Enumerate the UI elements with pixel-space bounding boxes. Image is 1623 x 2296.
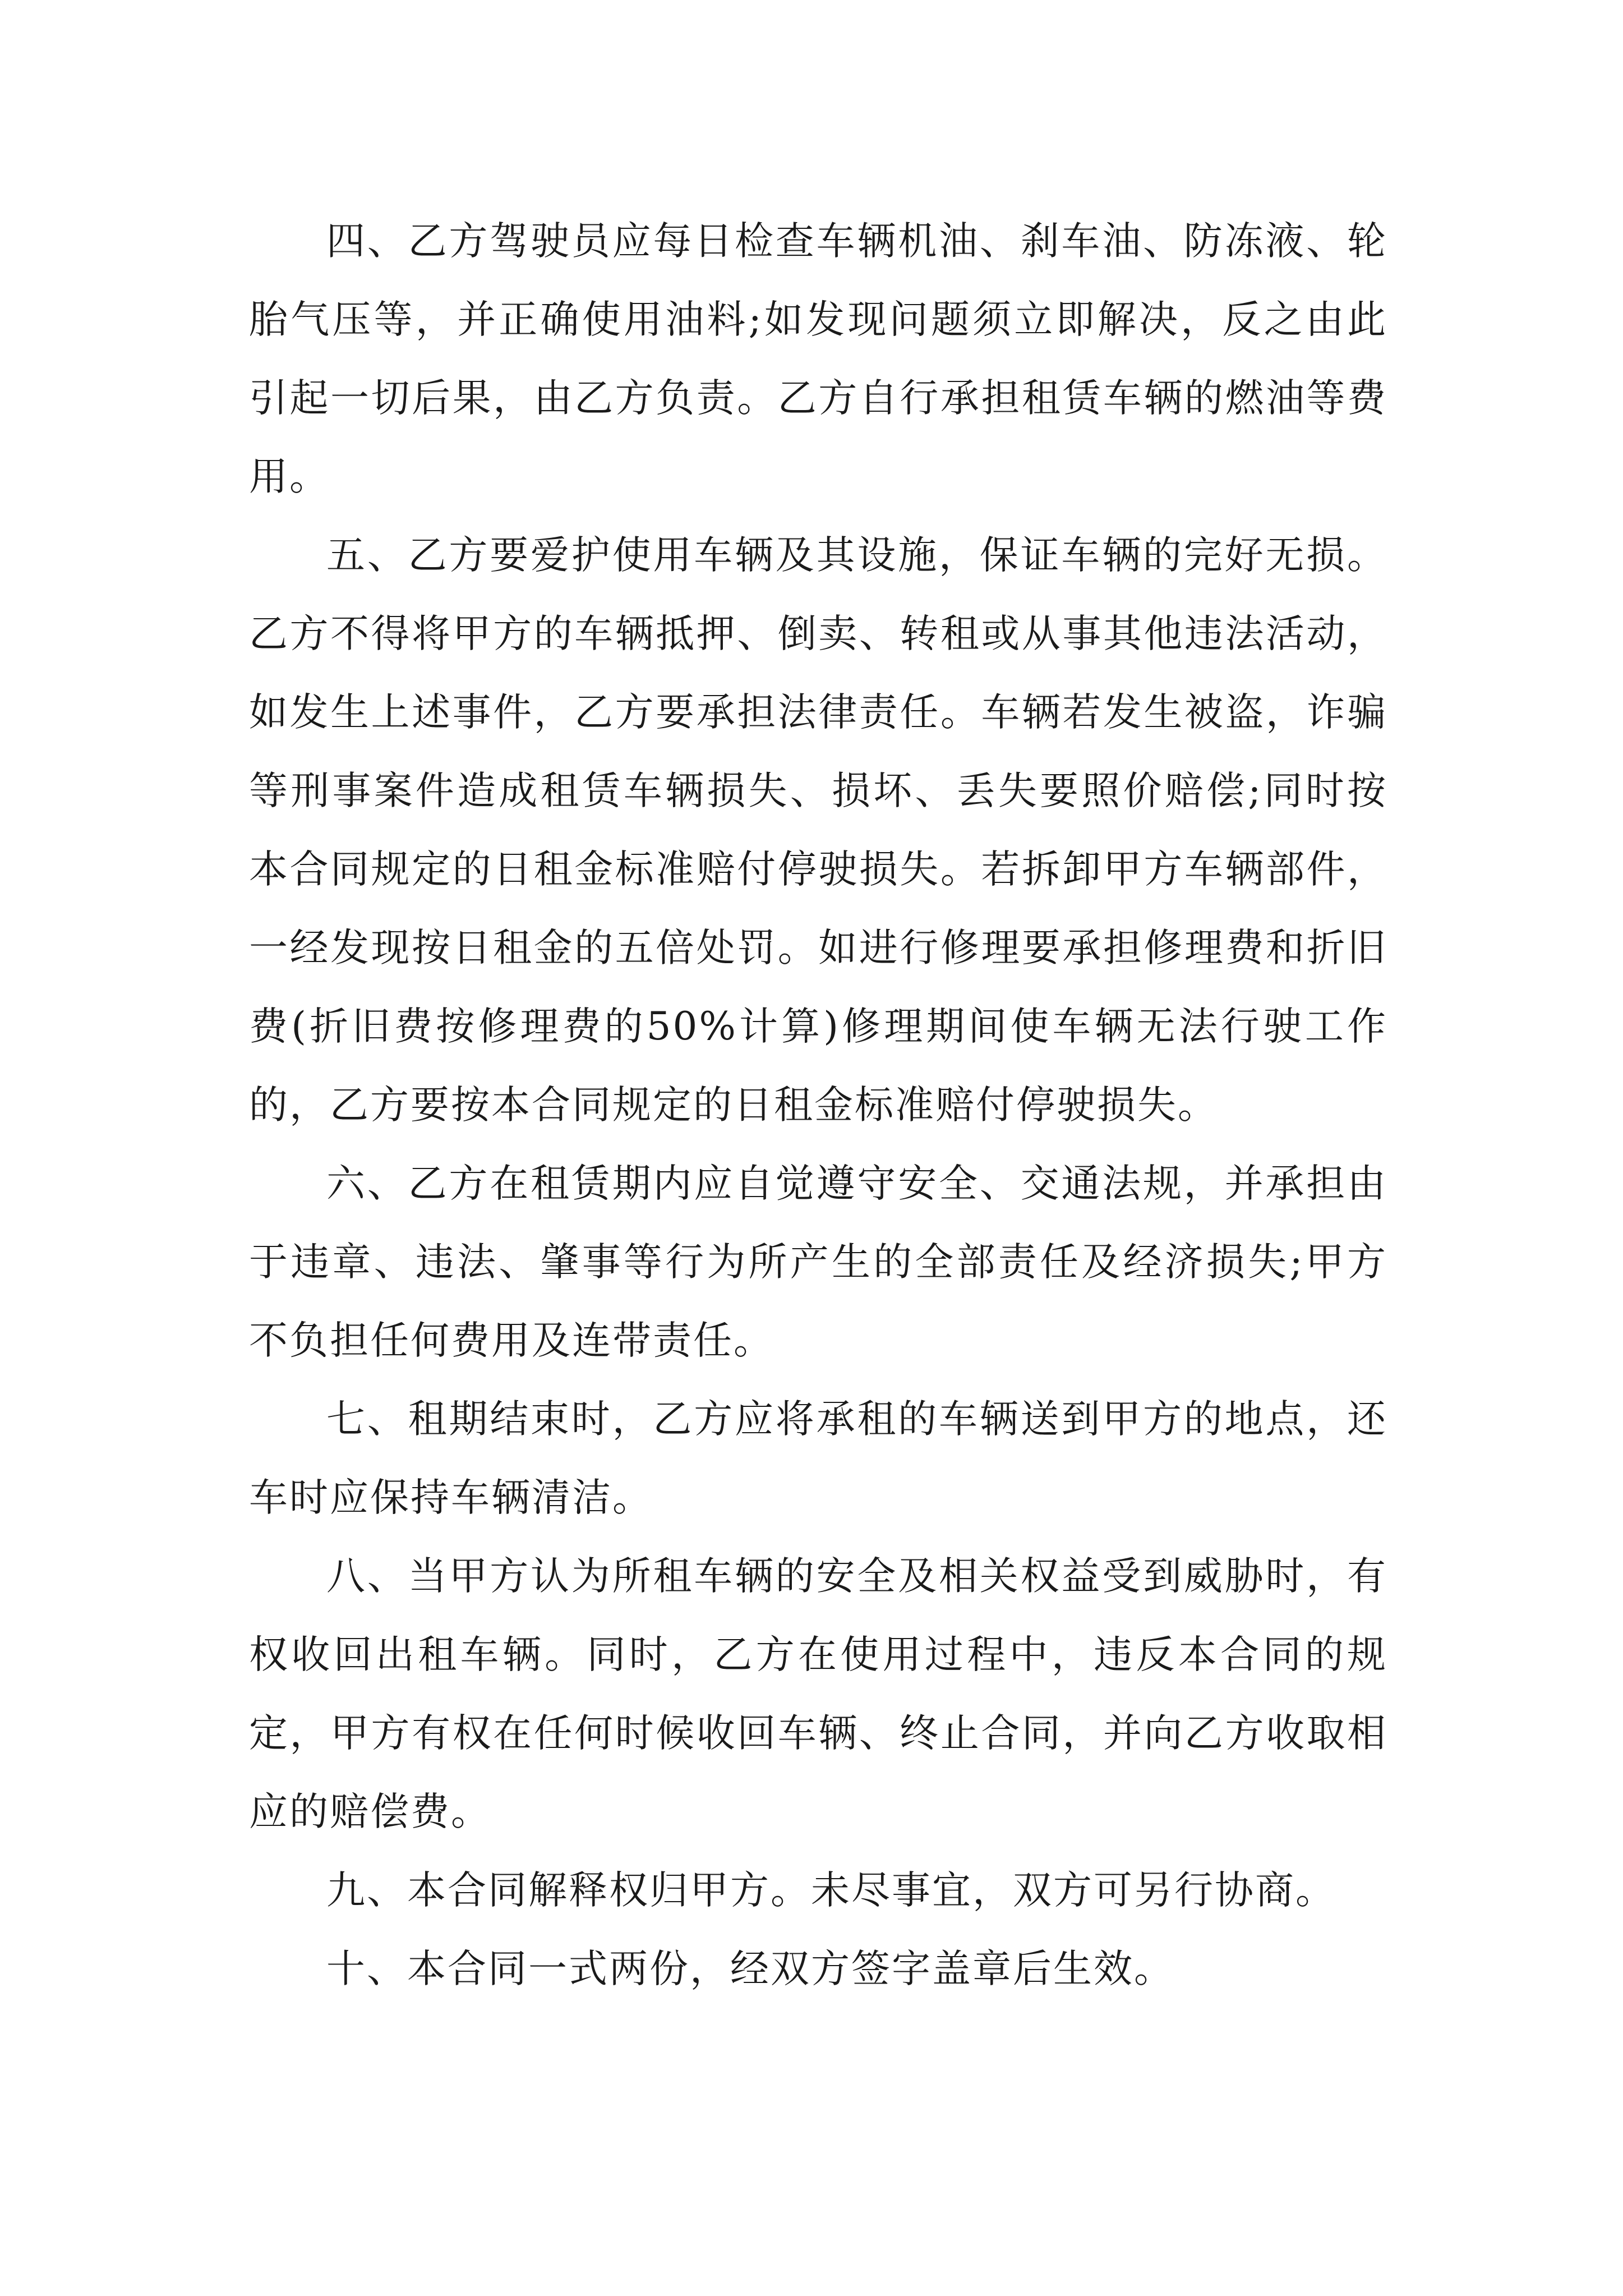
clause-5-paragraph: 五、乙方要爱护使用车辆及其设施，保证车辆的完好无损。乙方不得将甲方的车辆抵押、倒卖、转租或从事其他违法活动，如发生上述事件，乙方要承担法律责任。车辆若发生被盗，诈骗等刑事案件造成租赁车辆损失、损坏、丢失要照价赔偿;同时按本合同规定的日租金标准赔付停驶损失。若拆卸甲方车辆部件，一经发现按日租金的五倍处罚。如进行修理要承担修理费和折旧费(折旧费按修理费的50%计算)修理期间使车辆无法行驶工作的，乙方要按本合同规定的日租金标准赔付停驶损失。 <box>249 533 1387 1128</box>
contract-body <box>249 202 1387 2008</box>
clause-9-paragraph: 九、本合同解释权归甲方。未尽事宜，双方可另行协商。 <box>326 1868 1336 1913</box>
clause-7-paragraph: 七、租期结束时，乙方应将承租的车辆送到甲方的地点，还车时应保持车辆清洁。 <box>249 1397 1387 1520</box>
clause-8-paragraph: 八、当甲方认为所租车辆的安全及相关权益受到威胁时，有权收回出租车辆。同时，乙方在使用过程中，违反本合同的规定，甲方有权在任何时候收回车辆、终止合同，并向乙方收取相应的赔偿费。 <box>249 1554 1387 1834</box>
clause-6-paragraph: 六、乙方在租赁期内应自觉遵守安全、交通法规，并承担由于违章、违法、肇事等行为所产生的全部责任及经济损失;甲方不负担任何费用及连带责任。 <box>249 1161 1387 1363</box>
clause-10-paragraph: 十、本合同一式两份，经双方签字盖章后生效。 <box>326 1947 1174 1991</box>
clause-4-paragraph: 四、乙方驾驶员应每日检查车辆机油、刹车油、防冻液、轮胎气压等，并正确使用油料;如发现问题须立即解决，反之由此引起一切后果，由乙方负责。乙方自行承担租赁车辆的燃油等费用。 <box>249 219 1387 499</box>
